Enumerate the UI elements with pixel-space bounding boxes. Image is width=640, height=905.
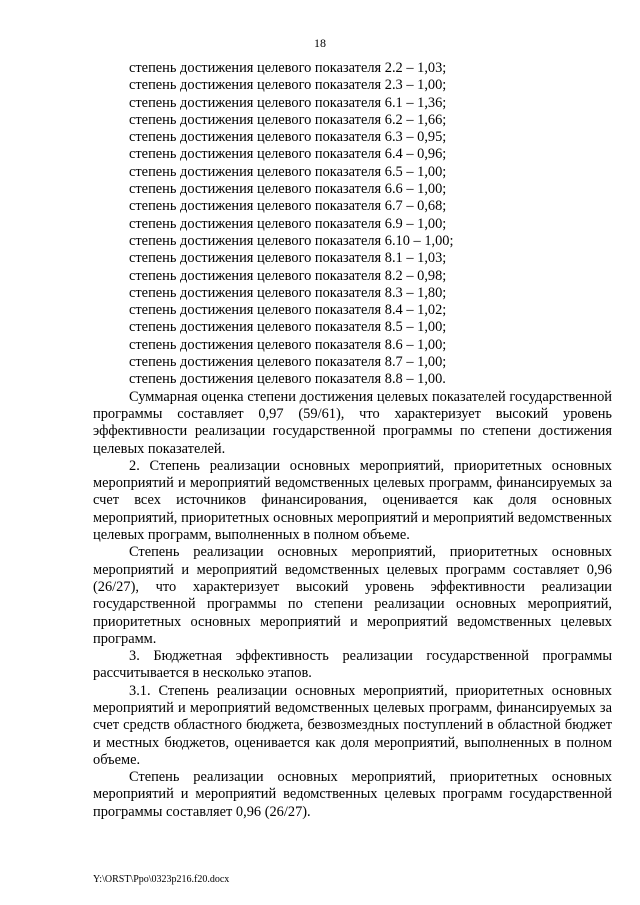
- indicator-item: степень достижения целевого показателя 6.9 – 1,00;: [129, 215, 447, 232]
- indicator-item: степень достижения целевого показателя 2.2 – 1,03;: [129, 60, 447, 76]
- section-3-paragraph: 3. Бюджетная эффективность реализации государственной программы рассчитывается в несколько этапов.: [93, 648, 612, 682]
- indicator-item: степень достижения целевого показателя 8.3 – 1,80;: [129, 284, 447, 301]
- document-body: [93, 60, 612, 821]
- indicator-item: степень достижения целевого показателя 6.1 – 1,36;: [129, 94, 447, 111]
- indicator-item: степень достижения целевого показателя 8.2 – 0,98;: [129, 267, 447, 284]
- section-3-1-result-paragraph: Степень реализации основных мероприятий, приоритетных основных мероприятий и мероприятий ведомственных целевых программ государственной программы составляет 0,96 (26/27).: [93, 769, 612, 820]
- indicator-item: степень достижения целевого показателя 6.3 – 0,95;: [129, 129, 447, 146]
- indicator-list: [93, 60, 612, 389]
- indicator-item: степень достижения целевого показателя 8.1 – 1,03;: [129, 250, 447, 267]
- indicator-item: степень достижения целевого показателя 8.6 – 1,00;: [129, 336, 447, 353]
- indicator-item: степень достижения целевого показателя 6.7 – 0,68;: [129, 198, 447, 215]
- indicator-item: степень достижения целевого показателя 6.10 – 1,00;: [129, 232, 454, 249]
- indicator-item: степень достижения целевого показателя 8.8 – 1,00.: [129, 371, 446, 388]
- indicator-item: степень достижения целевого показателя 8.5 – 1,00;: [129, 319, 447, 336]
- section-3-1-paragraph: 3.1. Степень реализации основных мероприятий, приоритетных основных мероприятий и мероприятий ведомственных целевых программ, финансируемых за счет средств областного бюджета, безвозмездных поступлений в областной бюджет и местных бюджетов, оценивается как доля мероприятий, выполненных в полном объеме.: [93, 682, 612, 768]
- indicator-item: степень достижения целевого показателя 2.3 – 1,00;: [129, 77, 447, 94]
- summary-paragraph: Суммарная оценка степени достижения целевых показателей государственной программы составляет 0,97 (59/61), что характеризует высокий уровень эффективности реализации государственной программы по степени достижения целевых показателей.: [93, 388, 612, 457]
- footer-file-path: Y:\ORST\Ppo\0323p216.f20.docx: [93, 874, 230, 885]
- indicator-item: степень достижения целевого показателя 6.4 – 0,96;: [129, 146, 447, 163]
- indicator-item: степень достижения целевого показателя 8.7 – 1,00;: [129, 354, 447, 371]
- page-number: 18: [314, 36, 326, 50]
- section-2-paragraph: 2. Степень реализации основных мероприятий, приоритетных основных мероприятий и мероприятий ведомственных целевых программ, финансируемых за счет всех источников финансирования, оценивается как доля основных мероприятий, приоритетных основных мероприятий и мероприятий ведомственных целевых программ, выполненных в полном объеме.: [93, 457, 612, 544]
- indicator-item: степень достижения целевого показателя 6.2 – 1,66;: [129, 111, 447, 128]
- indicator-item: степень достижения целевого показателя 6.5 – 1,00;: [129, 163, 447, 180]
- section-2-result-paragraph: Степень реализации основных мероприятий, приоритетных основных мероприятий и мероприятий ведомственных целевых программ составляет 0,96 (26/27), что характеризует высокий уровень эффективности реализации государственной программы по степени реализации основных мероприятий, приоритетных основных мероприятий и мероприятий ведомственных целевых программ.: [93, 544, 612, 647]
- indicator-item: степень достижения целевого показателя 6.6 – 1,00;: [129, 181, 447, 198]
- indicator-item: степень достижения целевого показателя 8.4 – 1,02;: [129, 302, 447, 319]
